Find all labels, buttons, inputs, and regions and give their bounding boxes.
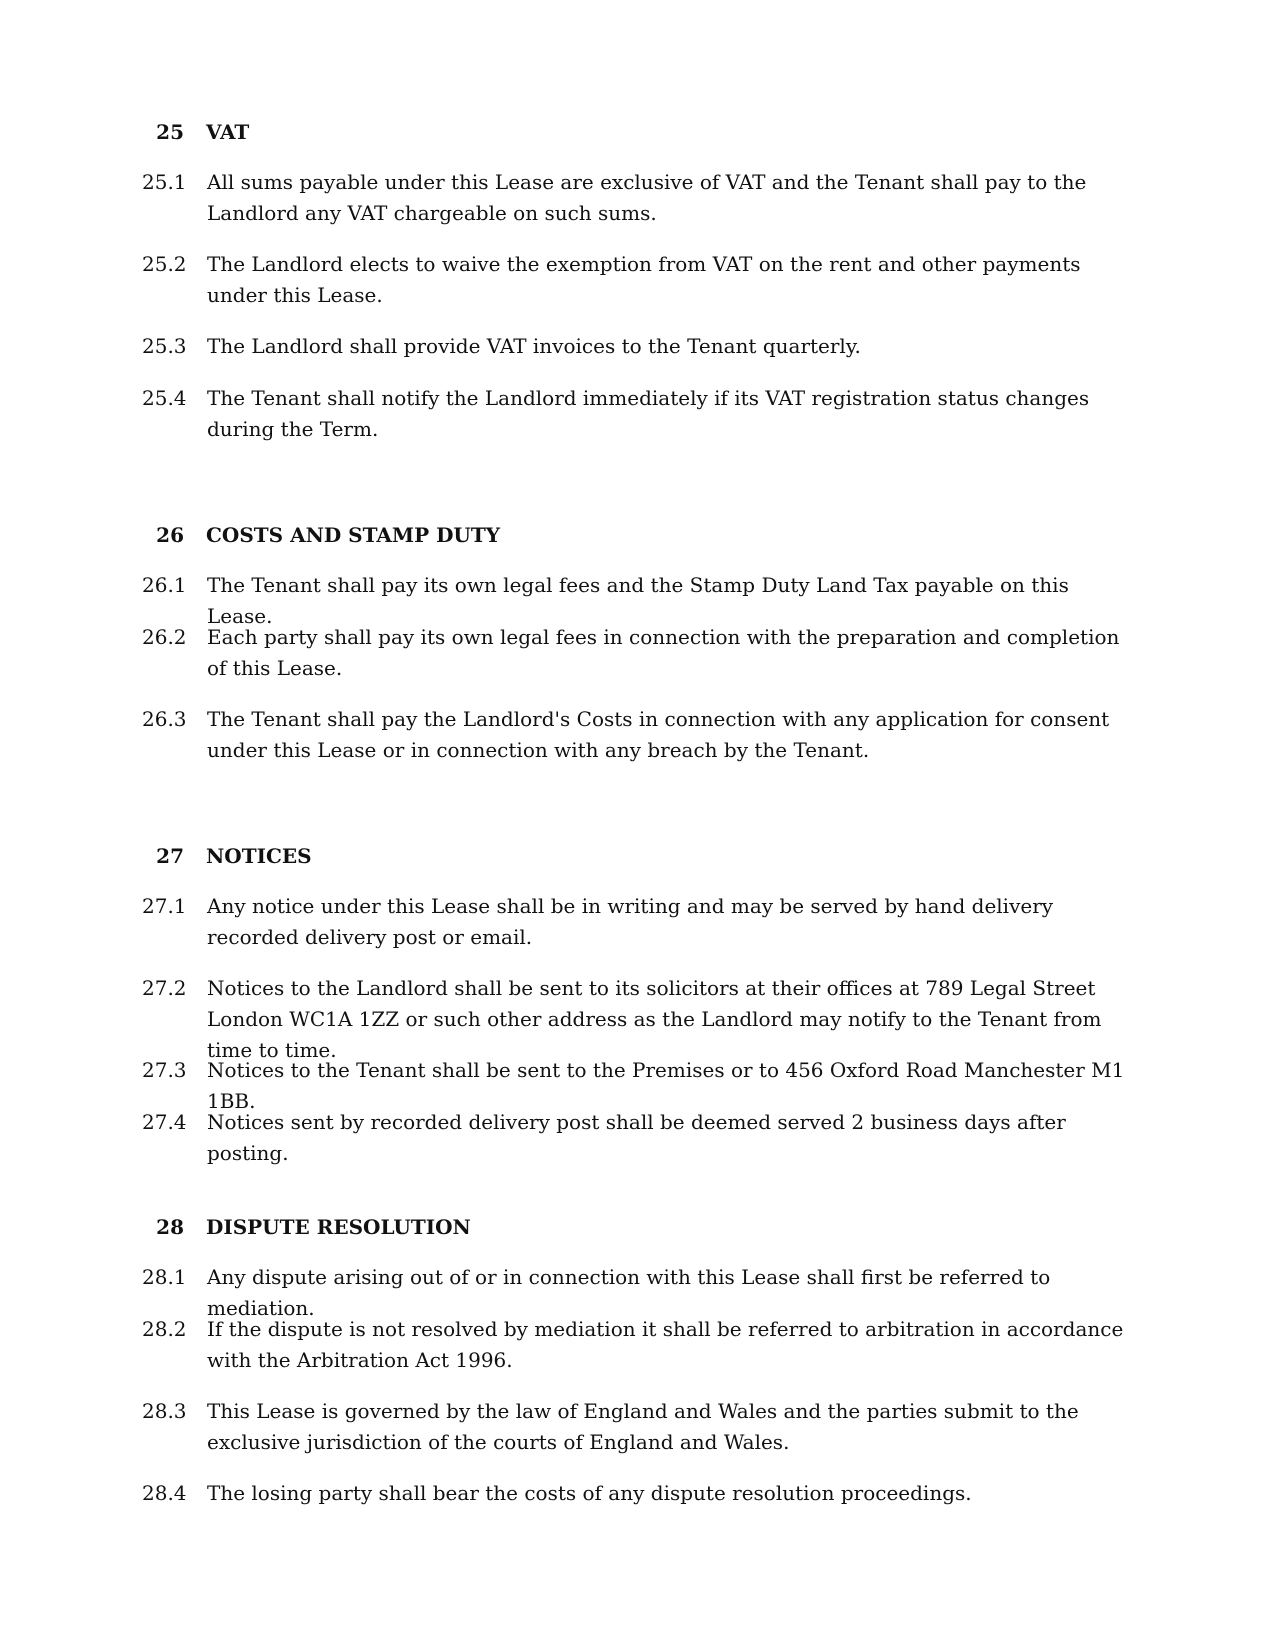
clause-text: Notices sent by recorded delivery post shall be deemed served 2 business days after posting.	[207, 1110, 1066, 1165]
section-title: NOTICES	[206, 844, 312, 868]
section-title: VAT	[206, 120, 250, 144]
clause-text: Each party shall pay its own legal fees in connection with the preparation and completion of this Lease.	[207, 625, 1120, 680]
clause-number: 25.1	[142, 170, 187, 194]
section-number: 25	[156, 120, 184, 144]
clause-number: 25.4	[142, 386, 187, 410]
clause-text: This Lease is governed by the law of England and Wales and the parties submit to the exclusive jurisdiction of the courts of England and Wales.	[207, 1399, 1079, 1454]
clause-number: 26.3	[142, 707, 187, 731]
clause-text: The Landlord shall provide VAT invoices to the Tenant quarterly.	[207, 334, 861, 358]
clause-text: The Tenant shall pay the Landlord's Costs in connection with any application for consent under this Lease or in connection with any breach by the Tenant.	[207, 707, 1110, 762]
clause-number: 28.1	[142, 1265, 187, 1289]
section-heading	[0, 520, 1275, 550]
section-title: COSTS AND STAMP DUTY	[206, 523, 501, 547]
clause-number: 27.3	[142, 1058, 187, 1082]
clause-number: 25.2	[142, 252, 187, 276]
clause-number: 26.2	[142, 625, 187, 649]
clause-text: The Landlord elects to waive the exemption from VAT on the rent and other payments under this Lease.	[207, 252, 1081, 307]
section-heading	[0, 117, 1275, 147]
clause-text: The Tenant shall notify the Landlord immediately if its VAT registration status changes during the Term.	[207, 386, 1090, 441]
clause-number: 27.4	[142, 1110, 187, 1134]
clause-text: All sums payable under this Lease are exclusive of VAT and the Tenant shall pay to the Landlord any VAT chargeable on such sums.	[207, 170, 1087, 225]
section-title: DISPUTE RESOLUTION	[206, 1215, 471, 1239]
section-number: 28	[156, 1215, 184, 1239]
section-number: 26	[156, 523, 184, 547]
clause-text: Notices to the Landlord shall be sent to its solicitors at their offices at 789 Legal Street London WC1A 1ZZ or such other address as the Landlord may notify to the Tenant from time to time.	[207, 976, 1102, 1062]
clause-number: 27.2	[142, 976, 187, 1000]
clause-number: 28.3	[142, 1399, 187, 1423]
clause-text: Any dispute arising out of or in connection with this Lease shall first be referred to mediation.	[207, 1265, 1051, 1320]
section-heading	[0, 1212, 1275, 1242]
clause-text: The Tenant shall pay its own legal fees and the Stamp Duty Land Tax payable on this Lease.	[207, 573, 1069, 628]
section-number: 27	[156, 844, 184, 868]
clause-text: Any notice under this Lease shall be in writing and may be served by hand delivery recorded delivery post or email.	[207, 894, 1054, 949]
clause-text: If the dispute is not resolved by mediation it shall be referred to arbitration in accordance with the Arbitration Act 1996.	[207, 1317, 1124, 1372]
clause-number: 28.4	[142, 1481, 187, 1505]
clause-text: The losing party shall bear the costs of any dispute resolution proceedings.	[207, 1481, 972, 1505]
section-heading	[0, 841, 1275, 871]
clause-number: 27.1	[142, 894, 187, 918]
clause-number: 25.3	[142, 334, 187, 358]
clause-number: 26.1	[142, 573, 187, 597]
clause-number: 28.2	[142, 1317, 187, 1341]
clause-text: Notices to the Tenant shall be sent to the Premises or to 456 Oxford Road Manchester M1 1BB.	[207, 1058, 1125, 1113]
